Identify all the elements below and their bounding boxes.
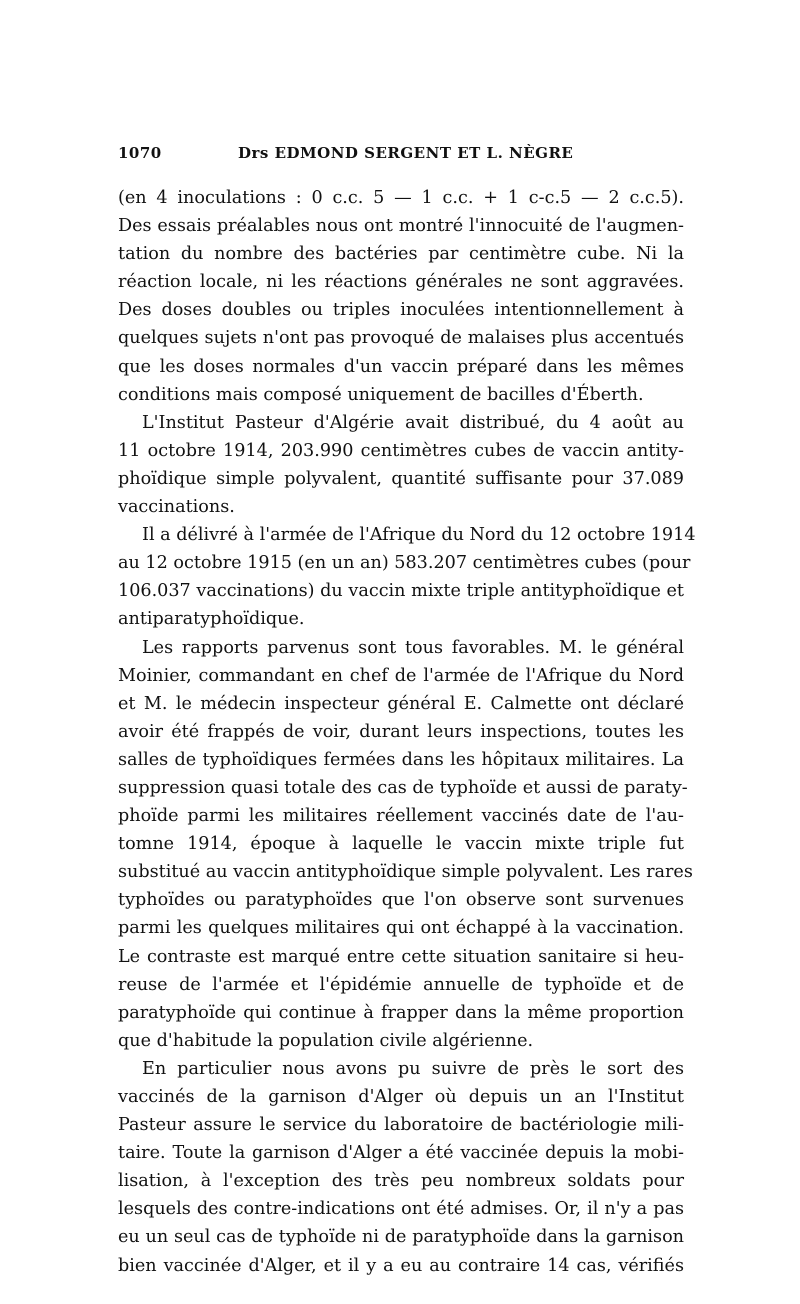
text-line: Les rapports parvenus sont tous favorables. M. le général [142, 637, 684, 658]
text-line: réaction locale, ni les réactions générales ne sont aggravées. [118, 272, 684, 293]
text-line: antiparatyphoïdique. [118, 609, 305, 630]
text-line: taire. Toute la garnison d'Alger a été vaccinée depuis la mobi- [118, 1143, 684, 1164]
text-line: En particulier nous avons pu suivre de près le sort des [142, 1058, 684, 1079]
text-line: Des essais préalables nous ont montré l'innocuité de l'augmen- [118, 216, 684, 237]
text-line: paratyphoïde qui continue à frapper dans la même proportion [118, 1002, 684, 1023]
text-line: suppression quasi totale des cas de typhoïde et aussi de paraty- [118, 777, 688, 798]
text-line: et M. le médecin inspecteur général E. Calmette ont déclaré [118, 693, 684, 714]
text-line: Pasteur assure le service du laboratoire de bactériologie mili- [118, 1115, 684, 1136]
text-line: conditions mais composé uniquement de bacilles d'Éberth. [118, 384, 644, 405]
paragraph [118, 521, 696, 633]
text-line: Il a délivré à l'armée de l'Afrique du Nord du 12 octobre 1914 [142, 525, 696, 546]
text-line: phoïde parmi les militaires réellement vaccinés date de l'au- [118, 806, 684, 827]
text-line: avoir été frappés de voir, durant leurs inspections, toutes les [118, 721, 684, 742]
text-line: Des doses doubles ou triples inoculées intentionnellement à [118, 300, 684, 321]
text-line: lisation, à l'exception des très peu nombreux soldats pour [118, 1171, 684, 1192]
page-number: 1070 [118, 144, 162, 162]
text-line: substitué au vaccin antityphoïdique simple polyvalent. Les rares [118, 862, 693, 883]
text-line: phoïdique simple polyvalent, quantité suffisante pour 37.089 [118, 468, 684, 489]
body-text [118, 184, 696, 1280]
text-line: typhoïdes ou paratyphoïdes que l'on observe sont survenues [118, 890, 684, 911]
text-line: 106.037 vaccinations) du vaccin mixte triple antityphoïdique et [118, 581, 684, 602]
text-line: quelques sujets n'ont pas provoqué de malaises plus accentués [118, 328, 684, 349]
text-line: eu un seul cas de typhoïde ni de paratyphoïde dans la garnison [118, 1227, 684, 1248]
text-line: 11 octobre 1914, 203.990 centimètres cubes de vaccin antity- [118, 440, 684, 461]
text-line: (en 4 inoculations : 0 c.c. 5 — 1 c.c. + 1 c-c.5 — 2 c.c.5). [118, 188, 684, 208]
running-header [118, 144, 684, 166]
text-line: L'Institut Pasteur d'Algérie avait distribué, du 4 août au [142, 412, 684, 433]
text-line: parmi les quelques militaires qui ont échappé à la vaccination. [118, 918, 684, 939]
text-line: tomne 1914, époque à laquelle le vaccin mixte triple fut [118, 834, 684, 855]
text-line: que les doses normales d'un vaccin préparé dans les mêmes [118, 356, 684, 377]
text-line: lesquels des contre-indications ont été admises. Or, il n'y a pas [118, 1199, 684, 1220]
text-line: Le contraste est marqué entre cette situation sanitaire si heu- [118, 946, 684, 967]
text-line: vaccinés de la garnison d'Alger où depuis un an l'Institut [118, 1087, 684, 1107]
text-line: bien vaccinée d'Alger, et il y a eu au contraire 14 cas, vérifiés [118, 1255, 684, 1276]
book-page [118, 144, 696, 1280]
text-line: reuse de l'armée et l'épidémie annuelle de typhoïde et de [118, 974, 684, 995]
text-line: que d'habitude la population civile algérienne. [118, 1030, 534, 1051]
header-authors: Drs EDMOND SERGENT ET L. NÈGRE [238, 144, 574, 162]
text-line: Moinier, commandant en chef de l'armée de l'Afrique du Nord [118, 665, 684, 686]
paragraph [118, 1055, 684, 1280]
paragraph [118, 409, 684, 521]
paragraph [118, 634, 693, 1055]
text-line: tation du nombre des bactéries par centimètre cube. Ni la [118, 244, 684, 265]
text-line: au 12 octobre 1915 (en un an) 583.207 centimètres cubes (pour [118, 553, 691, 574]
text-line: vaccinations. [118, 497, 235, 518]
paragraph [118, 184, 684, 409]
text-line: salles de typhoïdiques fermées dans les hôpitaux militaires. La [118, 749, 684, 770]
